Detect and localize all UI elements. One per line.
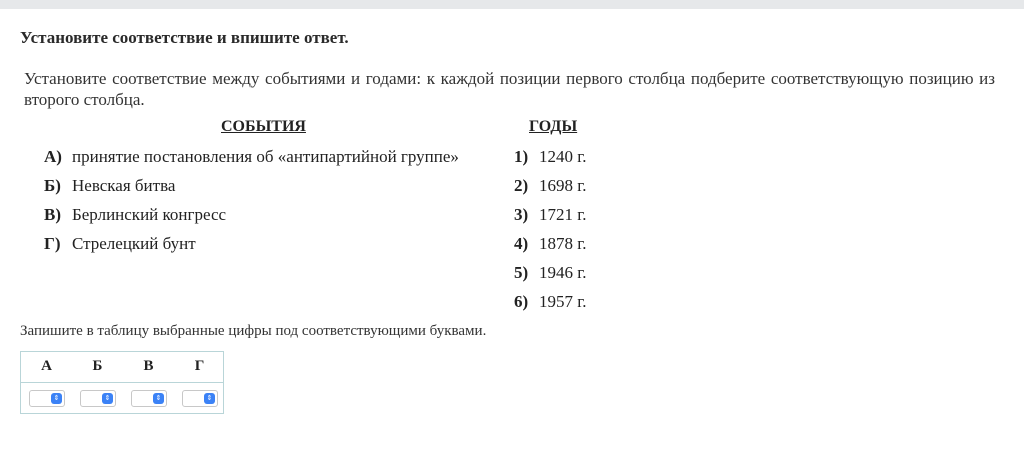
- year-item-5: [514, 263, 587, 283]
- year-text: 1240 г.: [539, 147, 587, 166]
- event-text: Берлинский конгресс: [72, 205, 227, 224]
- top-bar: [0, 0, 1024, 9]
- answer-select-a[interactable]: [29, 390, 65, 407]
- answer-note: Запишите в таблицу выбранные цифры под соответствующими буквами.: [20, 323, 487, 339]
- event-text: Невская битва: [72, 176, 176, 195]
- task-heading: Установите соответствие и впишите ответ.: [20, 28, 349, 47]
- up-down-chevron-icon: ⇕: [51, 393, 62, 404]
- event-letter: В): [44, 205, 61, 224]
- answer-table: [20, 351, 224, 414]
- year-text: 1878 г.: [539, 234, 587, 253]
- year-text: 1957 г.: [539, 292, 587, 311]
- answer-column-g: Г: [194, 358, 205, 374]
- year-number: 5): [514, 263, 529, 282]
- year-number: 6): [514, 292, 529, 311]
- event-text: Стрелецкий бунт: [72, 234, 196, 253]
- year-text: 1721 г.: [539, 205, 587, 224]
- year-item-1: [514, 147, 587, 167]
- up-down-chevron-icon: ⇕: [204, 393, 215, 404]
- year-text: 1698 г.: [539, 176, 587, 195]
- year-number: 2): [514, 176, 529, 195]
- year-item-4: [514, 234, 587, 254]
- answer-select-b[interactable]: [80, 390, 116, 407]
- year-item-2: [514, 176, 587, 196]
- task-instruction: Установите соответствие между событиями и годами: к каждой позиции первого столбца подберите соответствующую позицию из второго столбца.: [24, 69, 995, 109]
- event-text: принятие постановления об «антипартийной группе»: [72, 147, 459, 166]
- up-down-chevron-icon: ⇕: [102, 393, 113, 404]
- year-number: 1): [514, 147, 529, 166]
- year-item-3: [514, 205, 587, 225]
- answer-select-g[interactable]: [182, 390, 218, 407]
- year-text: 1946 г.: [539, 263, 587, 282]
- answer-header-row: [21, 352, 223, 383]
- event-item-v: [44, 205, 226, 225]
- answer-column-a: А: [41, 358, 52, 374]
- years-column-header: ГОДЫ: [529, 118, 578, 135]
- year-item-6: [514, 292, 587, 312]
- events-column-header: СОБЫТИЯ: [221, 118, 306, 135]
- answer-column-v: В: [143, 358, 154, 374]
- year-number: 3): [514, 205, 529, 224]
- event-letter: Г): [44, 234, 61, 253]
- answer-column-b: Б: [92, 358, 103, 374]
- year-number: 4): [514, 234, 529, 253]
- event-item-g: [44, 234, 196, 254]
- event-item-a: [44, 147, 459, 167]
- event-item-b: [44, 176, 175, 196]
- event-letter: А): [44, 147, 62, 166]
- up-down-chevron-icon: ⇕: [153, 393, 164, 404]
- answer-select-v[interactable]: [131, 390, 167, 407]
- event-letter: Б): [44, 176, 61, 195]
